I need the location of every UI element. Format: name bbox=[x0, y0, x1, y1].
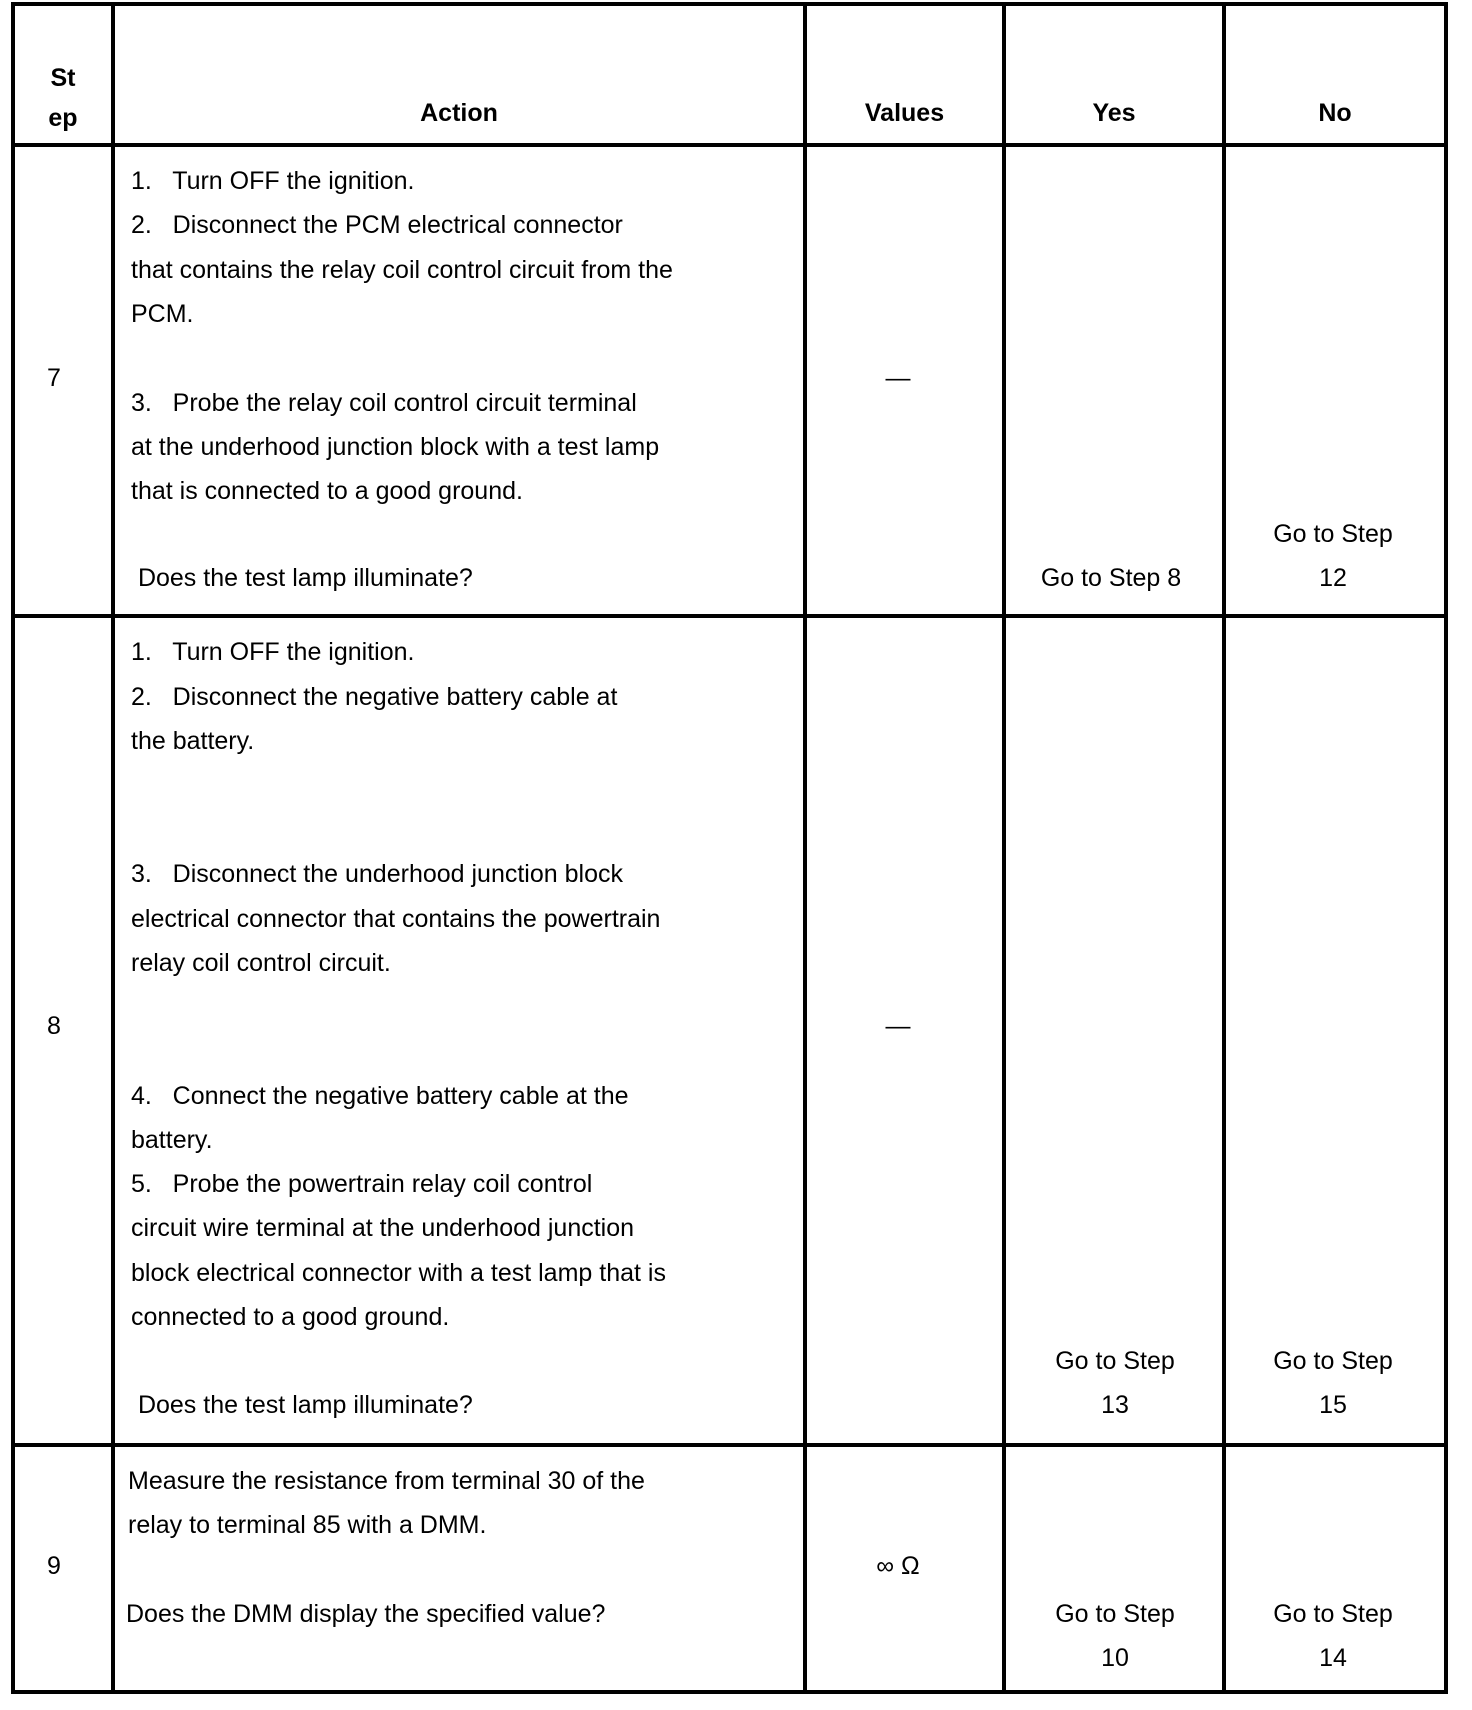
yes-cell bbox=[1006, 1592, 1224, 1680]
step-number: 9 bbox=[47, 1552, 61, 1580]
step-number: 7 bbox=[47, 364, 61, 392]
action-line: 1. Turn OFF the ignition. bbox=[131, 167, 415, 195]
row-divider bbox=[11, 614, 1448, 618]
header-step bbox=[15, 58, 111, 138]
action-line: that contains the relay coil control circuit from the bbox=[131, 256, 673, 284]
no-cell-line1: Go to Step bbox=[1273, 520, 1393, 548]
no-cell-line2: 15 bbox=[1319, 1391, 1347, 1419]
yes-cell: Go to Step 8 bbox=[1040, 564, 1182, 592]
no-cell bbox=[1226, 1339, 1440, 1427]
row-divider bbox=[11, 1443, 1448, 1447]
action-line: 2. Disconnect the PCM electrical connector bbox=[131, 211, 623, 239]
table-border-bottom bbox=[11, 1690, 1448, 1694]
action-line: block electrical connector with a test lamp that is bbox=[131, 1259, 666, 1287]
yes-cell-line1: Go to Step bbox=[1055, 1600, 1175, 1628]
table-border-right bbox=[1444, 2, 1448, 1692]
action-line: 3. Disconnect the underhood junction block bbox=[131, 860, 623, 888]
no-cell-line2: 14 bbox=[1319, 1644, 1347, 1672]
action-question: Does the DMM display the specified value? bbox=[126, 1600, 606, 1628]
action-line: the battery. bbox=[131, 727, 255, 755]
action-line: 3. Probe the relay coil control circuit terminal bbox=[131, 389, 637, 417]
value-cell: — bbox=[885, 1012, 911, 1040]
action-line: PCM. bbox=[131, 300, 194, 328]
no-cell bbox=[1226, 512, 1440, 600]
table-border-left bbox=[11, 2, 15, 1692]
header-divider bbox=[11, 143, 1448, 147]
action-line: at the underhood junction block with a test lamp bbox=[131, 433, 660, 461]
action-line: relay to terminal 85 with a DMM. bbox=[128, 1511, 487, 1539]
header-no: No bbox=[1318, 99, 1352, 127]
value-cell: — bbox=[885, 364, 911, 392]
action-question: Does the test lamp illuminate? bbox=[131, 564, 473, 592]
action-line: connected to a good ground. bbox=[131, 1303, 450, 1331]
no-cell-line1: Go to Step bbox=[1273, 1600, 1393, 1628]
action-line: 5. Probe the powertrain relay coil control bbox=[131, 1170, 593, 1198]
action-line: 2. Disconnect the negative battery cable at bbox=[131, 683, 618, 711]
no-cell bbox=[1226, 1592, 1440, 1680]
no-cell-line1: Go to Step bbox=[1273, 1347, 1393, 1375]
yes-cell bbox=[1006, 1339, 1224, 1427]
yes-cell-line2: 10 bbox=[1101, 1644, 1129, 1672]
yes-cell-line2: 13 bbox=[1101, 1391, 1129, 1419]
column-divider bbox=[111, 2, 115, 1692]
action-line: circuit wire terminal at the underhood junction bbox=[131, 1214, 635, 1242]
no-cell-line2: 12 bbox=[1319, 564, 1347, 592]
action-line: relay coil control circuit. bbox=[131, 949, 391, 977]
action-line: that is connected to a good ground. bbox=[131, 477, 523, 505]
column-divider bbox=[1002, 2, 1006, 1692]
action-line: battery. bbox=[131, 1126, 213, 1154]
header-step-line1: St bbox=[50, 64, 76, 92]
header-step-line2: ep bbox=[48, 104, 78, 132]
step-number: 8 bbox=[47, 1012, 61, 1040]
header-action: Action bbox=[420, 99, 498, 127]
action-question: Does the test lamp illuminate? bbox=[131, 1391, 473, 1419]
table-border-top bbox=[11, 2, 1448, 6]
action-line: 1. Turn OFF the ignition. bbox=[131, 638, 415, 666]
column-divider bbox=[803, 2, 807, 1692]
column-divider bbox=[1222, 2, 1226, 1692]
action-line: Measure the resistance from terminal 30 of the bbox=[128, 1467, 645, 1495]
header-yes: Yes bbox=[1092, 99, 1136, 127]
yes-cell-line1: Go to Step bbox=[1055, 1347, 1175, 1375]
header-values: Values bbox=[864, 99, 945, 127]
value-cell: ∞ Ω bbox=[876, 1552, 920, 1580]
action-line: electrical connector that contains the powertrain bbox=[131, 905, 661, 933]
action-line: 4. Connect the negative battery cable at the bbox=[131, 1082, 629, 1110]
